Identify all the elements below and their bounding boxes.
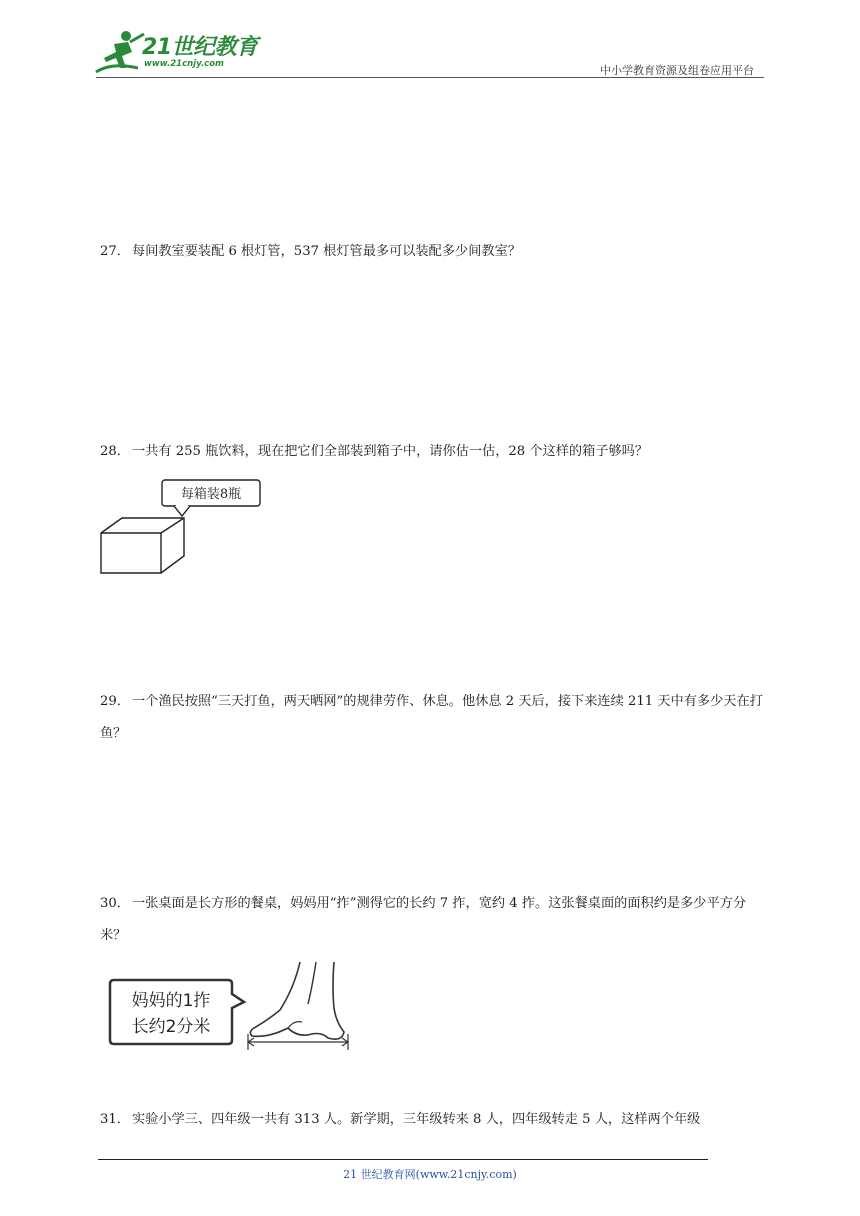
question-text: 实验小学三、四年级一共有 313 人。新学期，三年级转来 8 人，四年级转走 5 人，这样两个年级 — [131, 1112, 701, 1127]
footer-site-link[interactable]: 21 世纪教育网(www.21cnjy.com) — [343, 1168, 517, 1181]
question-28 — [100, 436, 766, 468]
runner-logo-icon — [92, 28, 148, 76]
page-header — [0, 0, 860, 80]
logo-title: 21世纪教育 — [142, 35, 258, 60]
bubble-line-2: 长约2分米 — [131, 1017, 211, 1037]
box-figure — [98, 478, 264, 578]
question-text: 一张桌面是长方形的餐桌，妈妈用“拃”测得它的长约 7 拃，宽约 4 拃。这张餐桌面的面积约是多少平方分米？ — [100, 896, 747, 943]
question-text: 一共有 255 瓶饮料，现在把它们全部装到箱子中，请你估一估，28 个这样的箱子够吗？ — [131, 444, 649, 459]
question-text: 一个渔民按照“三天打鱼，两天晒网”的规律劳作、休息。他休息 2 天后，接下来连续 211 天中有多少天在打鱼？ — [100, 694, 763, 741]
platform-name: 中小学教育资源及组卷应用平台 — [600, 64, 754, 77]
logo-url: www.21cnjy.com — [144, 59, 224, 69]
question-31 — [100, 1104, 766, 1136]
bubble-line-1: 妈妈的1拃 — [131, 991, 211, 1011]
question-30 — [100, 888, 766, 952]
footer-divider — [98, 1159, 708, 1160]
question-number: 29． — [100, 694, 130, 709]
site-logo — [92, 28, 262, 80]
bubble-text: 每箱装8瓶 — [180, 487, 242, 502]
question-number: 30． — [100, 896, 130, 911]
header-divider — [96, 77, 764, 78]
question-27 — [100, 236, 766, 268]
question-text: 每间教室要装配 6 根灯管，537 根灯管最多可以装配多少间教室？ — [131, 244, 521, 259]
question-29 — [100, 686, 766, 750]
hand-span-figure — [98, 958, 360, 1056]
question-number: 31． — [100, 1112, 130, 1127]
question-number: 28． — [100, 444, 130, 459]
question-number: 27． — [100, 244, 130, 259]
